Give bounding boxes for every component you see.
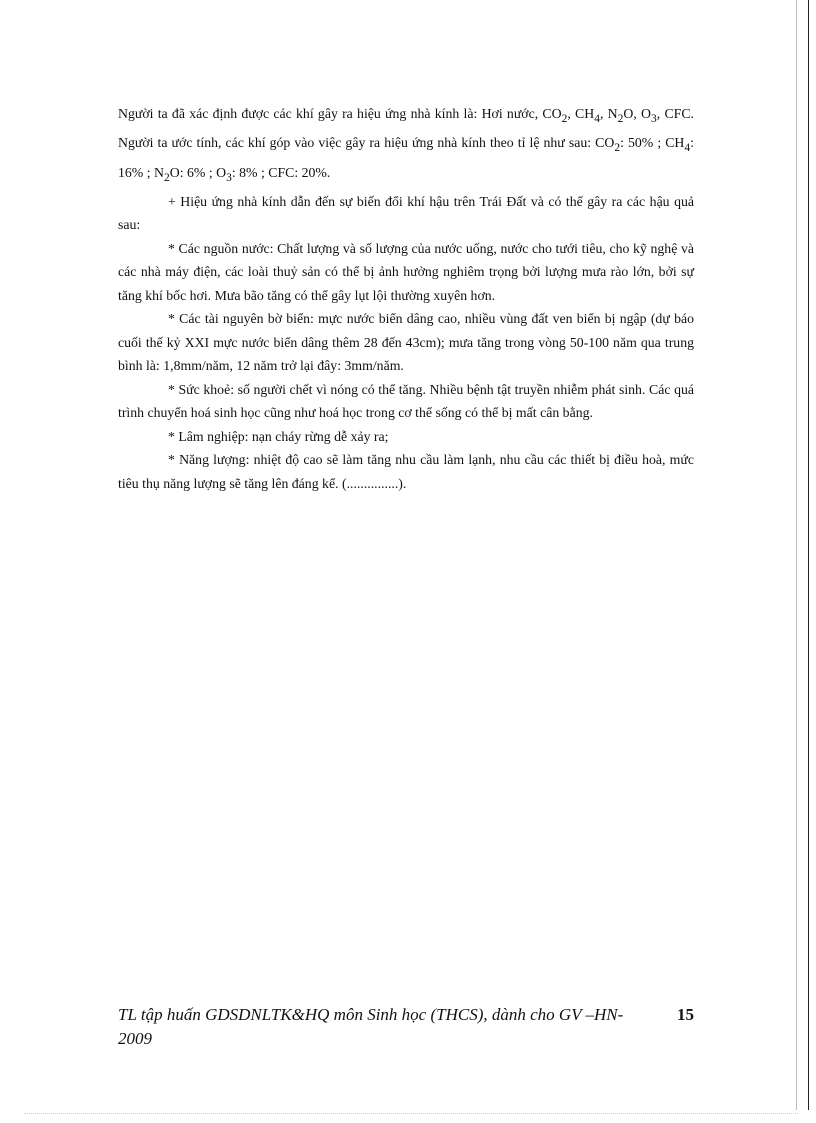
paragraph-water-resources: * Các nguồn nước: Chất lượng và số lượng của nước uống, nước cho tưới tiêu, cho kỹ nghệ và các nhà máy điện, các loài thuỷ sản có thể bị ảnh hưởng nghiêm trọng bởi lượng mưa rào lớn, bởi sự tăng khí bốc hơi. Mưa bão tăng có thể gây lụt lội thường xuyên hơn. — [118, 240, 694, 303]
document-body — [118, 102, 694, 495]
paragraph-greenhouse-gases: Người ta đã xác định được các khí gây ra hiệu ứng nhà kính là: Hơi nước, $CO_2$, $CH_4$, $N_2O$, $O_3$, CFC. Người ta ước tính, các khí góp vào việc gây ra hiệu ứng nhà kính theo tỉ lệ như sau: $CO_2$: 50% ; $CH_4$: 16% ; $N_2O$: 6% ; $O_3$: 8% ; CFC: 20%. — [118, 106, 694, 184]
paragraph-consequences-intro: + Hiệu ứng nhà kính dẫn đến sự biến đổi khí hậu trên Trái Đất và có thể gây ra các hậu quả sau: — [118, 193, 694, 233]
paragraph-health: * Sức khoẻ: số người chết vì nóng có thể tăng. Nhiều bệnh tật truyền nhiễm phát sinh. Các quá trình chuyển hoá sinh học cũng như hoá học trong cơ thể sống có thể bị mất cân bằng. — [118, 381, 694, 421]
page-border-line — [808, 0, 809, 1110]
paragraph-coastal-resources: * Các tài nguyên bờ biển: mực nước biển dâng cao, nhiều vùng đất ven biển bị ngập (dự báo cuối thế kỷ XXI mực nước biển dâng thêm 28 đến 43cm); mưa tăng trong vòng 50-100 năm qua trung bình là: 1,8mm/năm, 12 năm trở lại đây: 3mm/năm. — [118, 311, 694, 374]
page-bottom-divider — [24, 1113, 798, 1114]
footer-title: TL tập huấn GDSDNLTK&HQ môn Sinh học (THCS), dành cho GV –HN-2009 — [118, 1005, 624, 1048]
paragraph-energy: * Năng lượng: nhiệt độ cao sẽ làm tăng nhu cầu làm lạnh, nhu cầu các thiết bị điều hoà, mức tiêu thụ năng lượng sẽ tăng lên đáng kể. (...............). — [118, 452, 694, 491]
page-footer — [118, 1003, 694, 1051]
paragraph-forestry: * Lâm nghiệp: nạn cháy rừng dễ xảy ra; — [168, 428, 389, 444]
page-number: 15 — [677, 1005, 694, 1024]
